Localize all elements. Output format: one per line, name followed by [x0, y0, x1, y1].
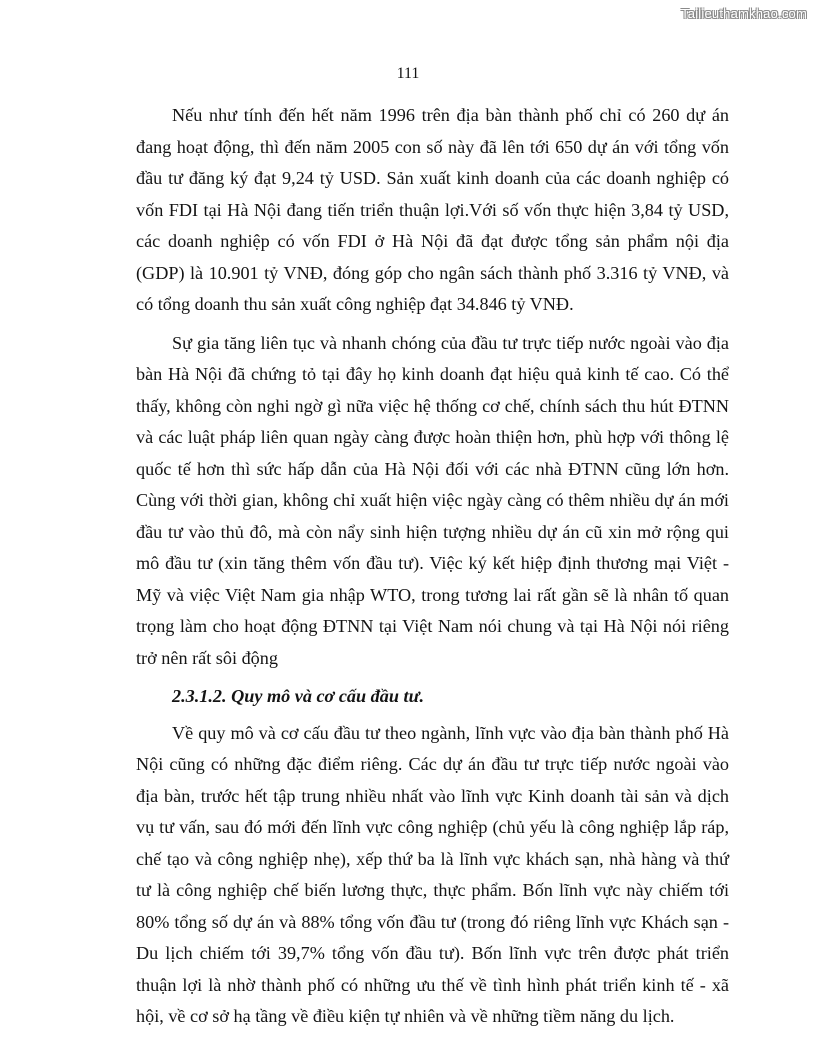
document-body: [136, 100, 729, 1040]
paragraph-fdi-growth: Sự gia tăng liên tục và nhanh chóng của đầu tư trực tiếp nước ngoài vào địa bàn Hà Nội đã chứng tỏ tại đây họ kinh doanh đạt hiệu quả kinh tế cao. Có thể thấy, không còn nghi ngờ gì nữa việc hệ thống cơ chế, chính sách thu hút ĐTNN và các luật pháp liên quan ngày càng được hoàn thiện hơn, phù hợp với thông lệ quốc tế hơn thì sức hấp dẫn của Hà Nội đối với các nhà ĐTNN cũng lớn hơn. Cùng với thời gian, không chỉ xuất hiện việc ngày càng có thêm nhiều dự án mới đầu tư vào thủ đô, mà còn nẩy sinh hiện tượng nhiều dự án cũ xin mở rộng qui mô đầu tư (xin tăng thêm vốn đầu tư). Việc ký kết hiệp định thương mại Việt - Mỹ và việc Việt Nam gia nhập WTO, trong tương lai rất gần sẽ là nhân tố quan trọng làm cho hoạt động ĐTNN tại Việt Nam nói chung và tại Hà Nội nói riêng trở nên rất sôi động: [136, 332, 729, 668]
watermark: Tailieuthamkhao.com: [681, 6, 807, 21]
paragraph-investment-structure: Về quy mô và cơ cấu đầu tư theo ngành, lĩnh vực vào địa bàn thành phố Hà Nội cũng có những đặc điểm riêng. Các dự án đầu tư trực tiếp nước ngoài vào địa bàn, trước hết tập trung nhiều nhất vào lĩnh vực Kinh doanh tài sản và dịch vụ tư vấn, sau đó mới đến lĩnh vực công nghiệp (chủ yếu là công nghiệp lắp ráp, chế tạo và công nghiệp nhẹ), xếp thứ ba là lĩnh vực khách sạn, nhà hàng và thứ tư là công nghiệp chế biến lương thực, thực phẩm. Bốn lĩnh vực này chiếm tới 80% tổng số dự án và 88% tổng vốn đầu tư (trong đó riêng lĩnh vực Khách sạn - Du lịch chiếm tới 39,7% tổng vốn đầu tư). Bốn lĩnh vực trên được phát triển thuận lợi là nhờ thành phố có những ưu thế về tình hình phát triển kinh tế - xã hội, về cơ sở hạ tầng về điều kiện tự nhiên và về những tiềm năng du lịch.: [136, 722, 729, 1026]
section-heading: 2.3.1.2. Quy mô và cơ cấu đầu tư.: [172, 686, 425, 706]
paragraph-fdi-statistics: Nếu như tính đến hết năm 1996 trên địa bàn thành phố chỉ có 260 dự án đang hoạt động, thì đến năm 2005 con số này đã lên tới 650 dự án với tổng vốn đầu tư đăng ký đạt 9,24 tỷ USD. Sản xuất kinh doanh của các doanh nghiệp có vốn FDI tại Hà Nội đang tiến triển thuận lợi.Với số vốn thực hiện 3,84 tỷ USD, các doanh nghiệp có vốn FDI ở Hà Nội đã đạt được tổng sản phẩm nội địa (GDP) là 10.901 tỷ VNĐ, đóng góp cho ngân sách thành phố 3.316 tỷ VNĐ, và có tổng doanh thu sản xuất công nghiệp đạt 34.846 tỷ VNĐ.: [136, 105, 729, 314]
page-number: 111: [396, 65, 420, 82]
